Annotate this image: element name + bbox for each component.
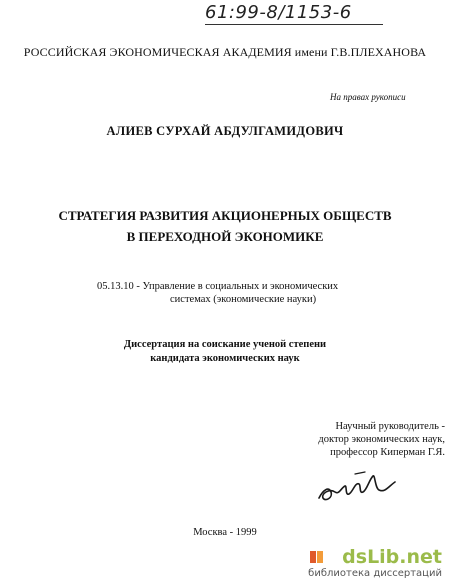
author-name: АЛИЕВ СУРХАЙ АБДУЛГАМИДОВИЧ — [106, 124, 344, 138]
degree-line-2: кандидата экономических наук — [150, 353, 300, 364]
degree-line-1: Диссертация на соискание ученой степени — [123, 339, 327, 350]
advisor-line-2: доктор экономических наук, — [318, 434, 445, 445]
watermark-brand: dsLib.net — [342, 546, 442, 568]
rights-note: На правах рукописи — [330, 92, 406, 102]
specialty-line-1: 05.13.10 - Управление в социальных и экономических — [97, 281, 339, 292]
handwritten-signature — [315, 468, 400, 510]
organization-name: РОССИЙСКАЯ ЭКОНОМИЧЕСКАЯ АКАДЕМИЯ имени Г.В.ПЛЕХАНОВА — [23, 45, 427, 59]
watermark-subtitle: библиотека диссертаций — [308, 568, 442, 579]
dissertation-title — [0, 205, 450, 247]
degree-statement — [0, 338, 450, 366]
archive-stamp — [205, 2, 395, 28]
city-year: Москва - 1999 — [193, 527, 257, 538]
watermark — [300, 546, 450, 582]
advisor-line-3: профессор Киперман Г.Я. — [330, 447, 445, 458]
book-logo-icon — [308, 548, 326, 566]
stamp-underline — [205, 24, 383, 25]
archive-stamp-text: 61:99-8/1153-6 — [205, 2, 352, 23]
advisor-block — [270, 420, 445, 459]
advisor-line-1: Научный руководитель - — [335, 421, 445, 432]
title-line-2: В ПЕРЕХОДНОЙ ЭКОНОМИКЕ — [126, 229, 324, 244]
title-line-1: СТРАТЕГИЯ РАЗВИТИЯ АКЦИОНЕРНЫХ ОБЩЕСТВ — [58, 208, 392, 223]
specialty-line-2: системах (экономические науки) — [170, 294, 317, 305]
specialty — [97, 280, 397, 306]
